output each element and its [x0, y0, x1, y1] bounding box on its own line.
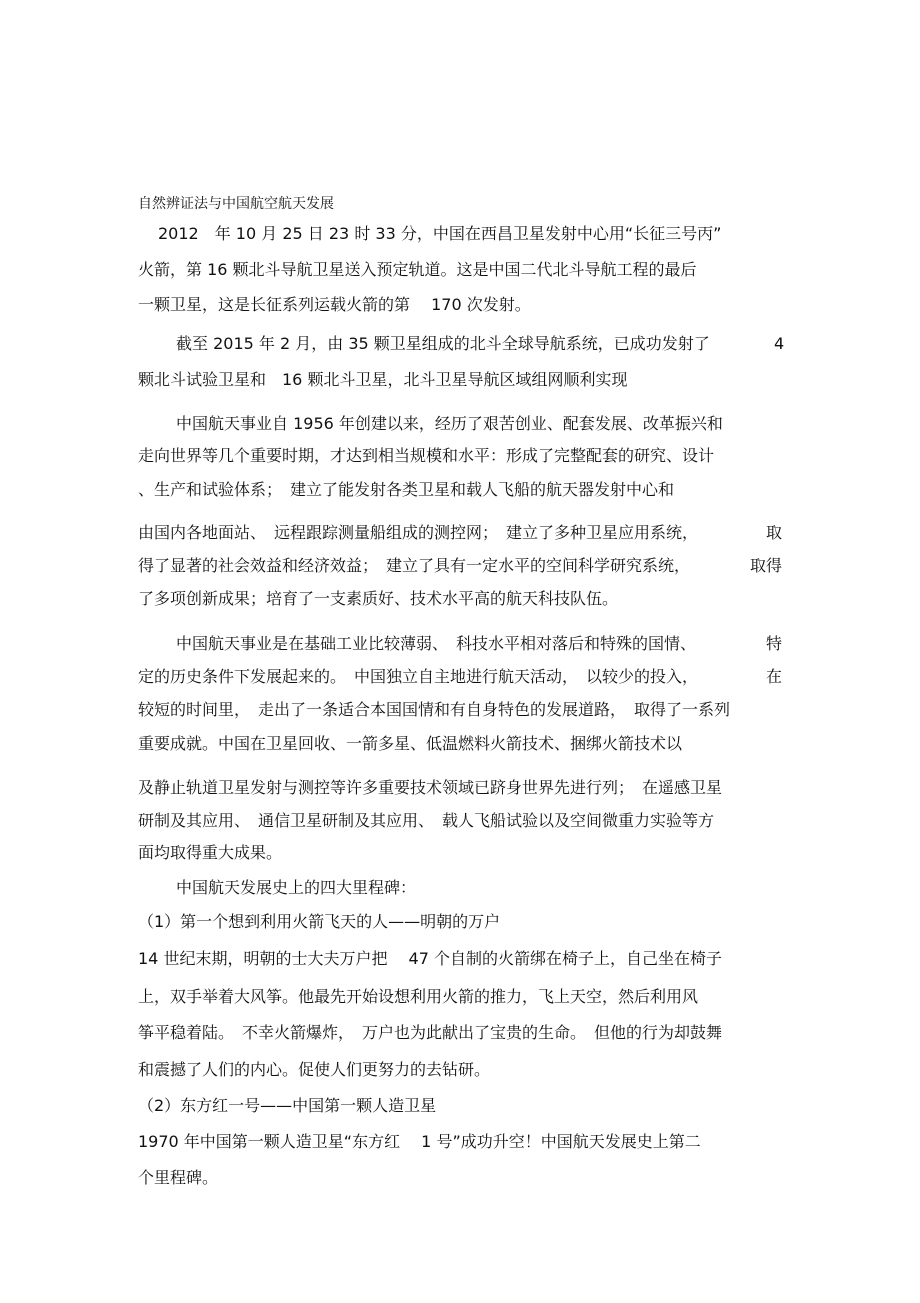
- milestones-intro: 中国航天发展史上的四大里程碑：: [176, 878, 417, 897]
- milestone-1-line-1: 14 世纪末期，明朝的士大夫万户把 47 个自制的火箭绑在椅子上，自己坐在椅子: [138, 949, 722, 968]
- paragraph-2-line-1-end: 4: [774, 334, 785, 353]
- milestone-2-line-1: 1970 年中国第一颗人造卫星“东方红 1 号”成功升空！中国航天发展史上第二: [138, 1132, 701, 1151]
- document-title: 自然辨证法与中国航空航天发展: [138, 196, 334, 212]
- paragraph-4-line-3: 较短的时间里， 走出了一条适合本国国情和有自身特色的发展道路， 取得了一系列: [138, 700, 731, 719]
- paragraph-4-line-1-text: 中国航天事业是在基础工业比较薄弱、 科技水平相对落后和特殊的国情、: [176, 634, 697, 653]
- paragraph-4-line-1-end: 特: [765, 634, 782, 653]
- paragraph-4-line-2-end: 在: [765, 667, 782, 686]
- paragraph-3-line-6: 了多项创新成果；培育了一支素质好、技术水平高的航天科技队伍。: [138, 589, 619, 608]
- paragraph-1-line-1: 2012 年 10 月 25 日 23 时 33 分，中国在西昌卫星发射中心用“长征三号丙”: [158, 224, 722, 243]
- paragraph-3-line-1: 中国航天事业自 1956 年创建以来，经历了艰苦创业、配套发展、改革振兴和: [176, 414, 723, 433]
- paragraph-4-line-5: 及静止轨道卫星发射与测控等许多重要技术领域已跻身世界先进行列； 在遥感卫星: [138, 778, 723, 797]
- milestone-1-line-4: 和震撼了人们的内心。促使人们更努力的去钻研。: [138, 1060, 491, 1079]
- paragraph-3-line-4-end: 取: [765, 523, 782, 542]
- paragraph-2-line-2: 颗北斗试验卫星和 16 颗北斗卫星，北斗卫星导航区域组网顺利实现: [138, 370, 628, 389]
- paragraph-2-line-1: 截至 2015 年 2 月，由 35 颗卫星组成的北斗全球导航系统，已成功发射了: [176, 334, 710, 353]
- paragraph-1-line-3: 一颗卫星，这是长征系列运载火箭的第 170 次发射。: [138, 295, 531, 314]
- paragraph-1-line-2: 火箭，第 16 颗北斗导航卫星送入预定轨道。这是中国二代北斗导航工程的最后: [138, 260, 697, 279]
- milestone-1-line-2: 上，双手举着大风筝。他最先开始设想利用火箭的推力，飞上天空，然后利用风: [138, 987, 699, 1006]
- paragraph-3-line-4: [138, 522, 782, 544]
- paragraph-4-line-6: 研制及其应用、 通信卫星研制及其应用、 载人飞船试验以及空间微重力实验等方: [138, 811, 715, 830]
- paragraph-4-line-7: 面均取得重大成果。: [138, 843, 283, 862]
- milestone-1-heading: （1）第一个想到利用火箭飞天的人——明朝的万户: [138, 912, 501, 931]
- paragraph-3-line-2: 走向世界等几个重要时期，才达到相当规模和水平：形成了完整配套的研究、设计: [138, 446, 715, 465]
- paragraph-3-line-4-text: 由国内各地面站、 远程跟踪测量船组成的测控网； 建立了多种卫星应用系统，: [138, 523, 699, 542]
- paragraph-4-line-1: [176, 633, 782, 655]
- paragraph-4-line-2-text: 定的历史条件下发展起来的。 中国独立自主地进行航天活动， 以较少的投入，: [138, 667, 699, 686]
- paragraph-4-line-4: 重要成就。中国在卫星回收、一箭多星、低温燃料火箭技术、捆绑火箭技术以: [138, 734, 683, 753]
- paragraph-3-line-3: 、生产和试验体系； 建立了能发射各类卫星和载人飞船的航天器发射中心和: [138, 480, 675, 499]
- milestone-1-line-3: 筝平稳着陆。 不幸火箭爆炸， 万户也为此献出了宝贵的生命。 但他的行为却鼓舞: [138, 1023, 723, 1042]
- paragraph-3-line-5: [138, 555, 782, 577]
- paragraph-3-line-5-end: 取得: [749, 556, 782, 575]
- milestone-2-line-2: 个里程碑。: [138, 1168, 219, 1187]
- paragraph-3-line-5-text: 得了显著的社会效益和经济效益； 建立了具有一定水平的空间科学研究系统，: [138, 556, 691, 575]
- milestone-2-heading: （2）东方红一号——中国第一颗人造卫星: [138, 1096, 437, 1115]
- paragraph-4-line-2: [138, 666, 782, 688]
